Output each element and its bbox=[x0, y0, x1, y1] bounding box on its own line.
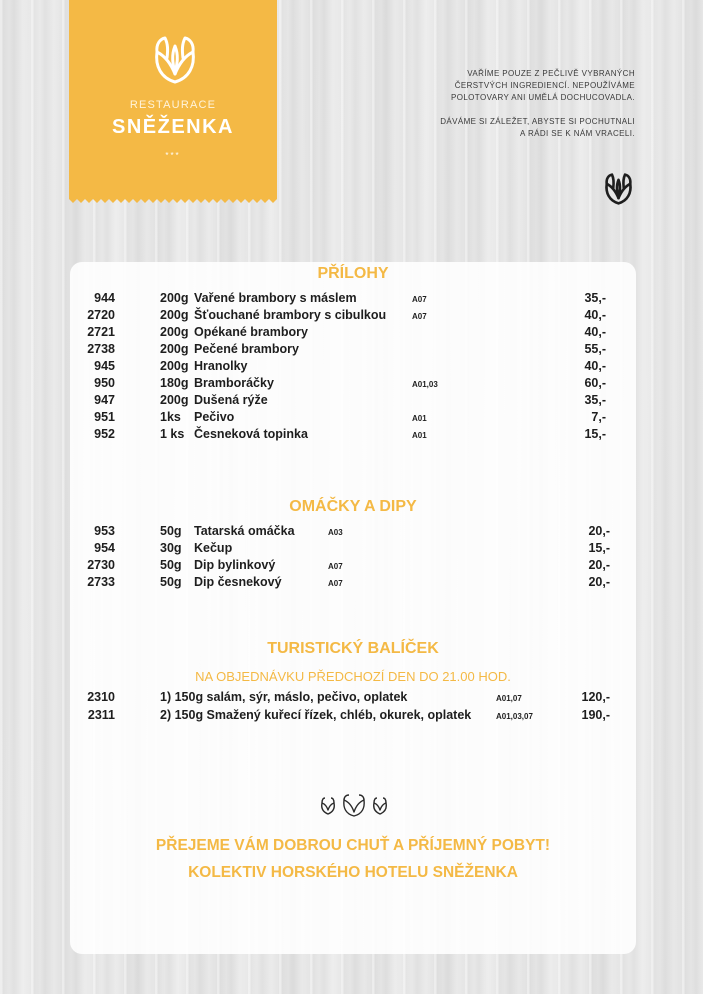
item-price: 20,- bbox=[588, 524, 610, 538]
item-qty: 50g bbox=[160, 575, 182, 589]
tagline-line: DÁVÁME SI ZÁLEŽET, ABYSTE SI POCHUTNALI bbox=[440, 117, 635, 126]
banner-zigzag-edge bbox=[69, 197, 277, 205]
item-allergens: A07 bbox=[412, 295, 427, 304]
item-name: Bramboráčky bbox=[194, 376, 274, 390]
item-qty: 180g bbox=[160, 376, 189, 390]
item-name: Kečup bbox=[194, 541, 233, 555]
menu-item bbox=[70, 308, 636, 325]
item-name: Dip česnekový bbox=[194, 575, 282, 589]
snowdrop-flower-icon bbox=[600, 172, 637, 206]
menu-item bbox=[70, 541, 636, 558]
item-name: Pečivo bbox=[194, 410, 235, 424]
section-title-balicek: TURISTICKÝ BALÍČEK bbox=[267, 640, 439, 657]
item-allergens: A01,07 bbox=[496, 694, 522, 703]
item-name: Šťouchané brambory s cibulkou bbox=[194, 308, 387, 322]
item-price: 55,- bbox=[584, 342, 606, 356]
menu-item bbox=[70, 325, 636, 342]
item-code: 2311 bbox=[87, 708, 115, 722]
item-price: 190,- bbox=[581, 708, 610, 722]
tagline-line: A RÁDI SE K NÁM VRACELI. bbox=[520, 129, 635, 138]
item-qty: 1ks bbox=[160, 410, 181, 424]
section-title-prilohy: PŘÍLOHY bbox=[317, 265, 389, 282]
section-title-omacky: OMÁČKY A DIPY bbox=[289, 498, 417, 515]
item-code: 952 bbox=[94, 427, 115, 441]
menu-item bbox=[70, 690, 636, 707]
item-code: 2738 bbox=[87, 342, 115, 356]
item-qty: 30g bbox=[160, 541, 182, 555]
item-allergens: A01 bbox=[412, 431, 427, 440]
item-price: 15,- bbox=[584, 427, 606, 441]
item-price: 120,- bbox=[581, 690, 610, 704]
item-code: 947 bbox=[94, 393, 115, 407]
item-name: Česneková topinka bbox=[194, 427, 308, 441]
item-price: 60,- bbox=[584, 376, 606, 390]
item-allergens: A01,03,07 bbox=[496, 712, 533, 721]
menu-item bbox=[70, 376, 636, 393]
item-price: 7,- bbox=[591, 410, 606, 424]
menu-item bbox=[70, 410, 636, 427]
menu-item bbox=[70, 291, 636, 308]
menu-item bbox=[70, 575, 636, 592]
closing-line-2: KOLEKTIV HORSKÉHO HOTELU SNĚŽENKA bbox=[188, 864, 518, 881]
brand-subtitle: RESTAURACE bbox=[129, 99, 217, 111]
item-allergens: A07 bbox=[412, 312, 427, 321]
item-price: 20,- bbox=[588, 558, 610, 572]
menu-item bbox=[70, 558, 636, 575]
item-qty: 50g bbox=[160, 558, 182, 572]
closing-line-1: PŘEJEME VÁM DOBROU CHUŤ A PŘÍJEMNÝ POBYT! bbox=[155, 837, 551, 854]
item-name: Hranolky bbox=[194, 359, 248, 373]
item-qty: 200g bbox=[160, 359, 189, 373]
item-price: 40,- bbox=[584, 308, 606, 322]
item-code: 2720 bbox=[87, 308, 115, 322]
item-price: 35,- bbox=[584, 393, 606, 407]
snowdrop-flowers-icon bbox=[318, 794, 390, 818]
item-code: 2733 bbox=[87, 575, 115, 589]
item-code: 2730 bbox=[87, 558, 115, 572]
item-name: Dip bylinkový bbox=[194, 558, 276, 572]
tagline-line: POLOTOVARY ANI UMĚLÁ DOCHUCOVADLA. bbox=[450, 93, 635, 102]
item-name: Dušená rýže bbox=[194, 393, 268, 407]
snowdrop-flower-icon bbox=[147, 34, 203, 86]
item-name: Opékané brambory bbox=[194, 325, 308, 339]
item-code: 950 bbox=[94, 376, 115, 390]
item-price: 15,- bbox=[588, 541, 610, 555]
menu-card bbox=[70, 262, 636, 954]
brand-banner bbox=[69, 0, 277, 198]
item-qty: 200g bbox=[160, 308, 189, 322]
tagline-line: ČERSTVÝCH INGREDIENCÍ. NEPOUŽÍVÁME bbox=[454, 81, 635, 90]
item-allergens: A01 bbox=[412, 414, 427, 423]
menu-item bbox=[70, 342, 636, 359]
item-qty: 200g bbox=[160, 342, 189, 356]
menu-item bbox=[70, 524, 636, 541]
brand-name: SNĚŽENKA bbox=[111, 116, 234, 138]
menu-item bbox=[70, 427, 636, 444]
item-qty: 50g bbox=[160, 524, 182, 538]
item-allergens: A03 bbox=[328, 528, 343, 537]
item-price: 40,- bbox=[584, 325, 606, 339]
item-allergens: A07 bbox=[328, 562, 343, 571]
item-name: 2) 150g Smažený kuřecí řízek, chléb, okurek, oplatek bbox=[160, 708, 472, 722]
item-code: 954 bbox=[94, 541, 115, 555]
item-allergens: A01,03 bbox=[412, 380, 438, 389]
item-name: Vařené brambory s máslem bbox=[194, 291, 357, 305]
item-code: 945 bbox=[94, 359, 115, 373]
item-qty: 1 ks bbox=[160, 427, 185, 441]
section-note: NA OBJEDNÁVKU PŘEDCHOZÍ DEN DO 21.00 HOD. bbox=[195, 669, 511, 684]
item-name: 1) 150g salám, sýr, máslo, pečivo, oplatek bbox=[160, 690, 408, 704]
item-qty: 200g bbox=[160, 393, 189, 407]
item-qty: 200g bbox=[160, 325, 189, 339]
tagline bbox=[335, 68, 635, 140]
item-price: 35,- bbox=[584, 291, 606, 305]
item-code: 953 bbox=[94, 524, 115, 538]
menu-item bbox=[70, 708, 636, 725]
menu-item bbox=[70, 393, 636, 410]
item-allergens: A07 bbox=[328, 579, 343, 588]
item-price: 20,- bbox=[588, 575, 610, 589]
item-name: Pečené brambory bbox=[194, 342, 299, 356]
brand-stars: *** bbox=[165, 151, 181, 160]
item-name: Tatarská omáčka bbox=[194, 524, 295, 538]
item-price: 40,- bbox=[584, 359, 606, 373]
item-code: 944 bbox=[94, 291, 115, 305]
item-code: 951 bbox=[94, 410, 115, 424]
tagline-line: VAŘÍME POUZE Z PEČLIVĚ VYBRANÝCH bbox=[467, 69, 635, 78]
item-code: 2310 bbox=[87, 690, 115, 704]
item-code: 2721 bbox=[87, 325, 115, 339]
item-qty: 200g bbox=[160, 291, 189, 305]
menu-item bbox=[70, 359, 636, 376]
